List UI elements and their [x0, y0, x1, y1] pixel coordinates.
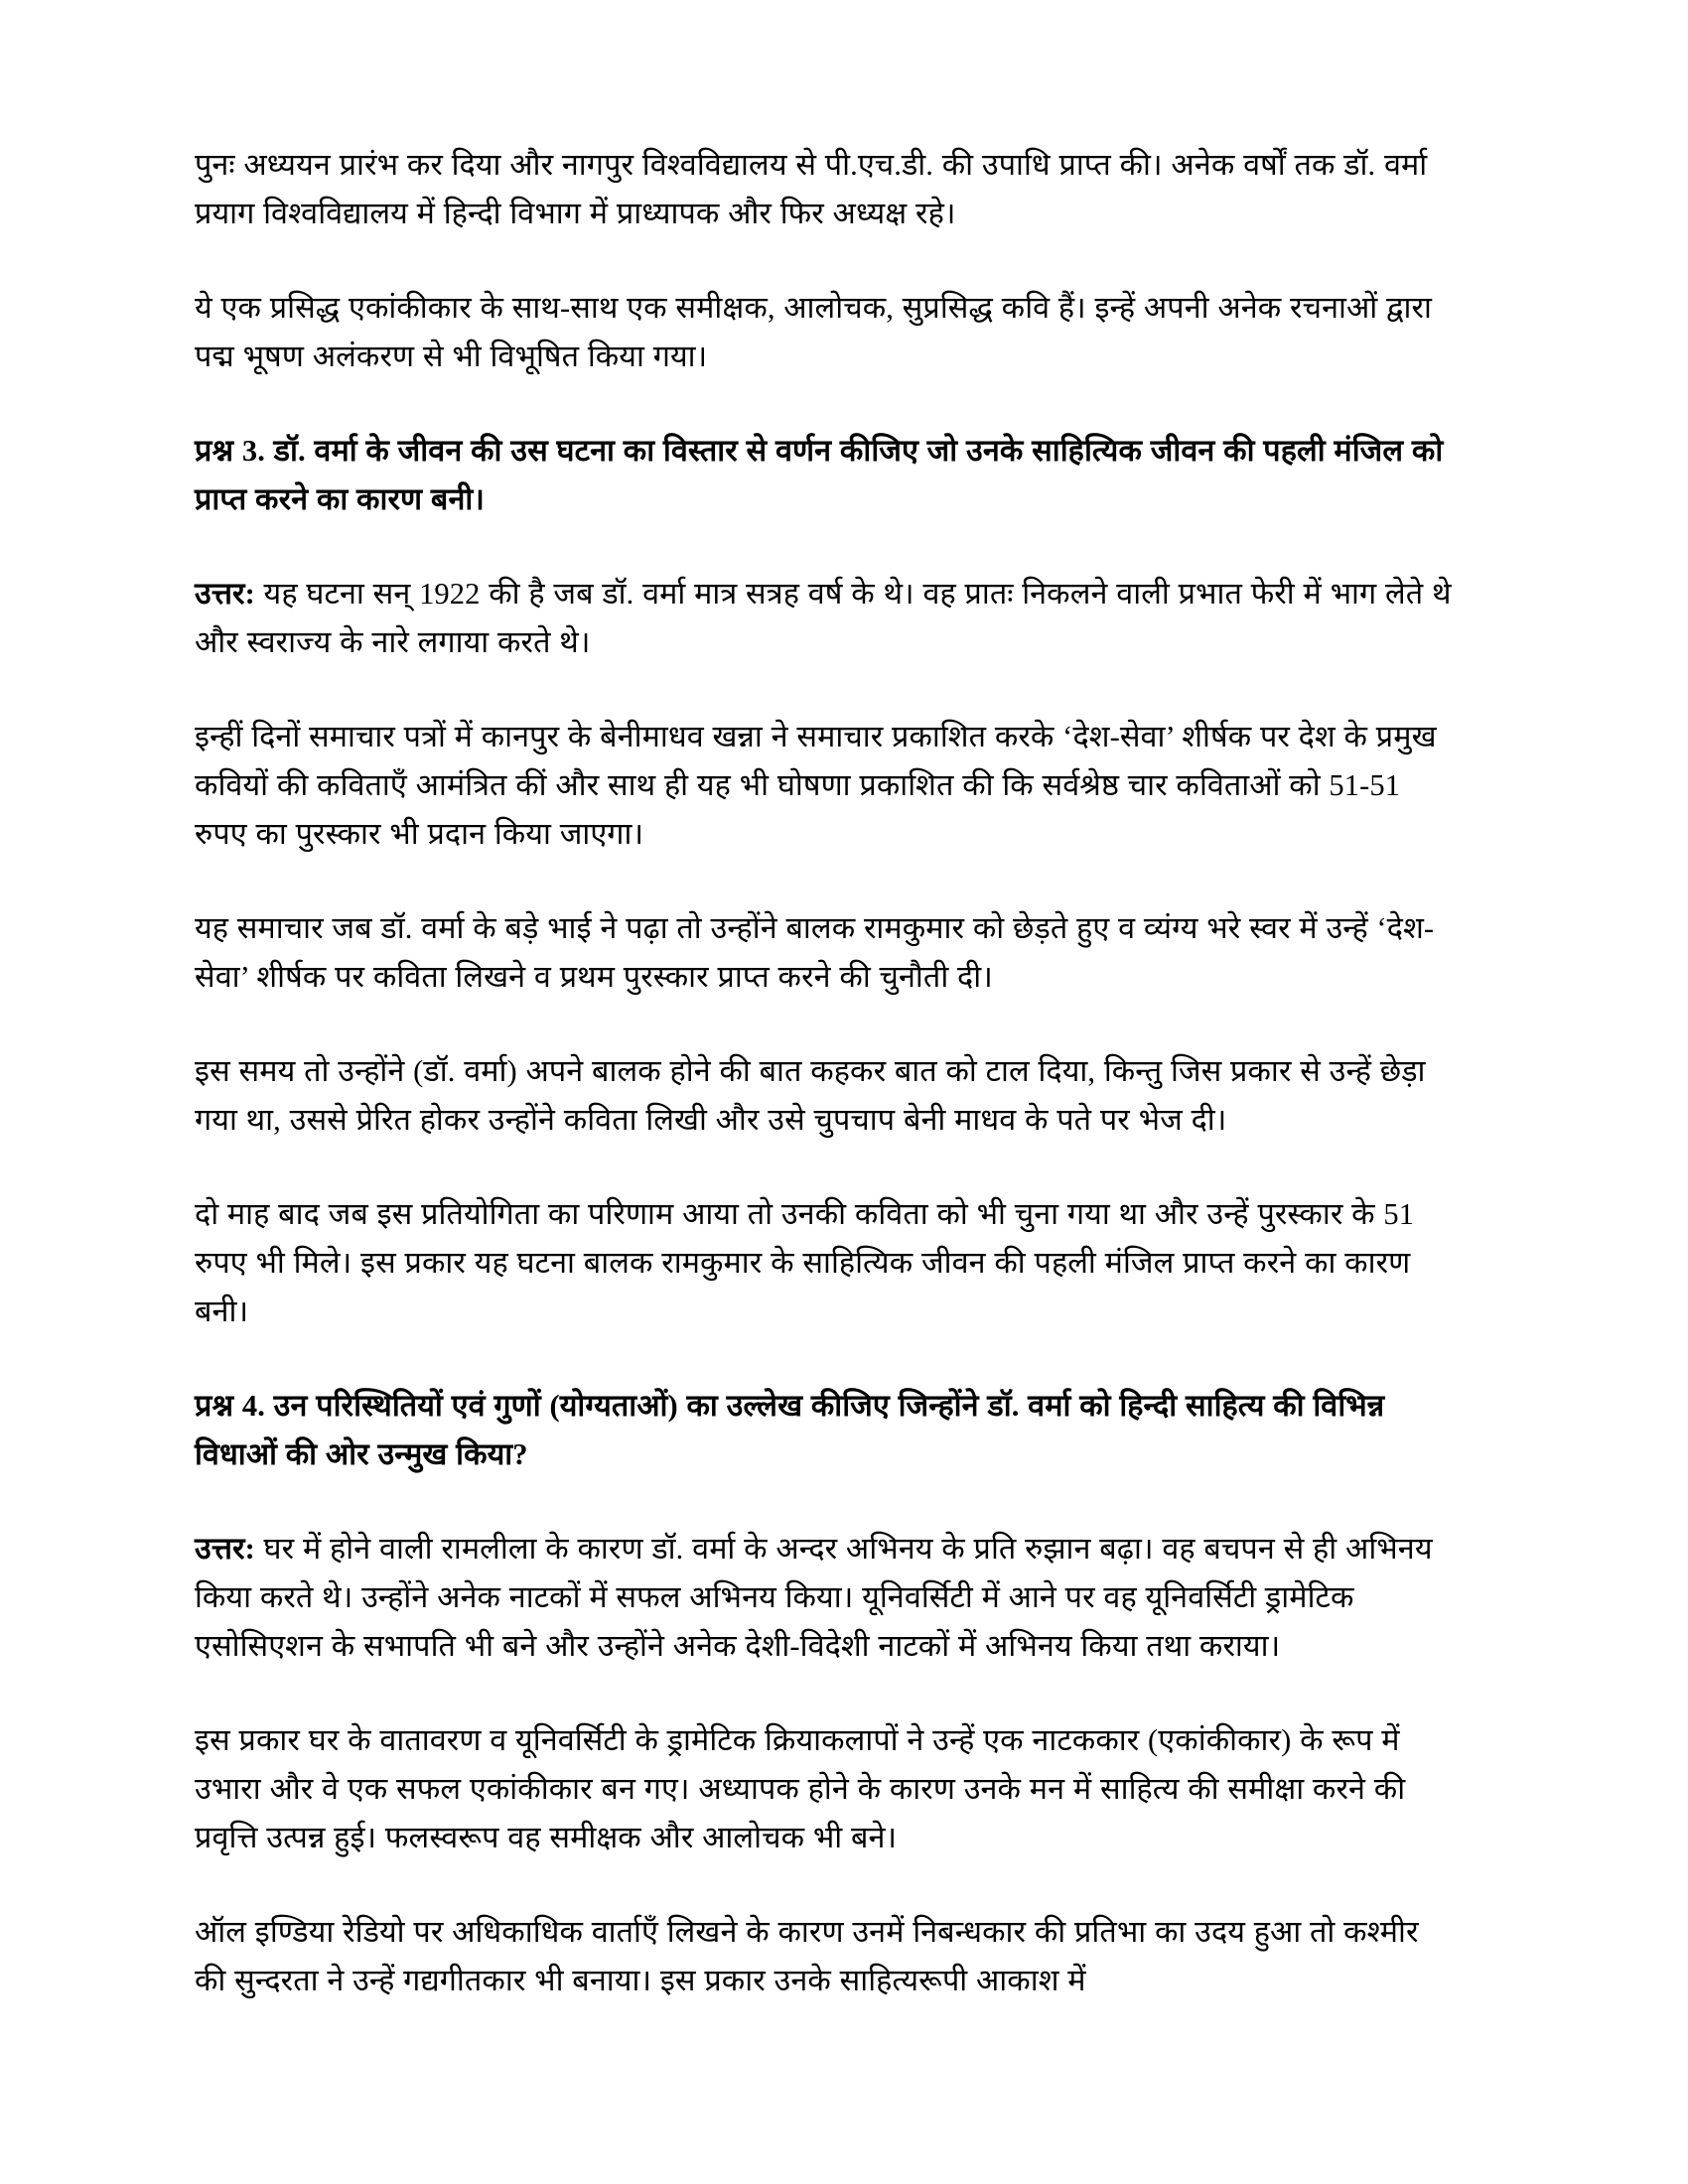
question-3-answer: [195, 570, 1454, 667]
paragraph-3: इन्हीं दिनों समाचार पत्रों में कानपुर के बेनीमाधव खन्ना ने समाचार प्रकाशित करके ‘देश-सेवा’ शीर्षक पर देश के प्रमुख कवियों की कविताएँ आमंत्रित कीं और साथ ही यह भी घोषणा प्रकाशित की कि सर्वश्रेष्ठ चार कविताओं को 51-51 रुपए का पुरस्कार भी प्रदान किया जाएगा।: [195, 720, 1437, 851]
question-3-heading: प्रश्न 3. डॉ. वर्मा के जीवन की उस घटना का विस्तार से वर्णन कीजिए जो उनके साहित्यिक जीवन की पहली मंजिल को प्राप्त करने का कारण बनी।: [195, 434, 1444, 516]
document-body: [195, 141, 1454, 2005]
question-4-heading: प्रश्न 4. उन परिस्थितियों एवं गुणों (योग्यताओं) का उल्लेख कीजिए जिन्होंने डॉ. वर्मा को हिन्दी साहित्य की विभिन्न विधाओं की ओर उन्मुख किया?: [195, 1389, 1385, 1471]
answer-text-q3: यह घटना सन् 1922 की है जब डॉ. वर्मा मात्र सत्रह वर्ष के थे। वह प्रातः निकलने वाली प्रभात फेरी में भाग लेते थे और स्वराज्य के नारे लगाया करते थे।: [195, 577, 1452, 659]
answer-text-q4: घर में होने वाली रामलीला के कारण डॉ. वर्मा के अन्दर अभिनय के प्रति रुझान बढ़ा। वह बचपन से ही अभिनय किया करते थे। उन्होंने अनेक नाटकों में सफल अभिनय किया। यूनिवर्सिटी में आने पर वह यूनिवर्सिटी ड्रामेटिक एसोसिएशन के सभापति भी बने और उन्होंने अनेक देशी-विदेशी नाटकों में अभिनय किया तथा कराया।: [195, 1532, 1433, 1663]
paragraph-6: दो माह बाद जब इस प्रतियोगिता का परिणाम आया तो उनकी कविता को भी चुना गया था और उन्हें पुरस्कार के 51 रुपए भी मिले। इस प्रकार यह घटना बालक रामकुमार के साहित्यिक जीवन की पहली मंजिल प्राप्त करने का कारण बनी।: [195, 1197, 1415, 1328]
paragraph-2: ये एक प्रसिद्ध एकांकीकार के साथ-साथ एक समीक्षक, आलोचक, सुप्रसिद्ध कवि हैं। इन्हें अपनी अनेक रचनाओं द्वारा पद्म भूषण अलंकरण से भी विभूषित किया गया।: [195, 291, 1432, 373]
paragraph-8: ऑल इण्डिया रेडियो पर अधिकाधिक वार्ताएँ लिखने के कारण उनमें निबन्धकार की प्रतिभा का उदय हुआ तो कश्मीर की सुन्दरता ने उन्हें गद्यगीतकार भी बनाया। इस प्रकार उनके साहित्यरूपी आकाश में: [195, 1915, 1419, 1997]
paragraph-5: इस समय तो उन्होंने (डॉ. वर्मा) अपने बालक होने की बात कहकर बात को टाल दिया, किन्तु जिस प्रकार से उन्हें छेड़ा गया था, उससे प्रेरित होकर उन्होंने कविता लिखी और उसे चुपचाप बेनी माधव के पते पर भेज दी।: [195, 1054, 1426, 1137]
question-4-answer: [195, 1525, 1454, 1671]
paragraph-7: इस प्रकार घर के वातावरण व यूनिवर्सिटी के ड्रामेटिक क्रियाकलापों ने उन्हें एक नाटककार (एकांकीकार) के रूप में उभारा और वे एक सफल एकांकीकार बन गए। अध्यापक होने के कारण उनके मन में साहित्य की समीक्षा करने की प्रवृत्ति उत्पन्न हुई। फलस्वरूप वह समीक्षक और आलोचक भी बने।: [195, 1723, 1406, 1854]
paragraph-1: पुनः अध्ययन प्रारंभ कर दिया और नागपुर विश्वविद्यालय से पी.एच.डी. की उपाधि प्राप्त की। अनेक वर्षों तक डॉ. वर्मा प्रयाग विश्वविद्यालय में हिन्दी विभाग में प्राध्यापक और फिर अध्यक्ष रहे।: [195, 148, 1428, 230]
answer-label-q3: उत्तर:: [195, 577, 255, 611]
answer-label-q4: उत्तर:: [195, 1532, 255, 1566]
paragraph-4: यह समाचार जब डॉ. वर्मा के बड़े भाई ने पढ़ा तो उन्होंने बालक रामकुमार को छेड़ते हुए व व्यंग्य भरे स्वर में उन्हें ‘देश-सेवा’ शीर्षक पर कविता लिखने व प्रथम पुरस्कार प्राप्त करने की चुनौती दी।: [195, 911, 1435, 994]
